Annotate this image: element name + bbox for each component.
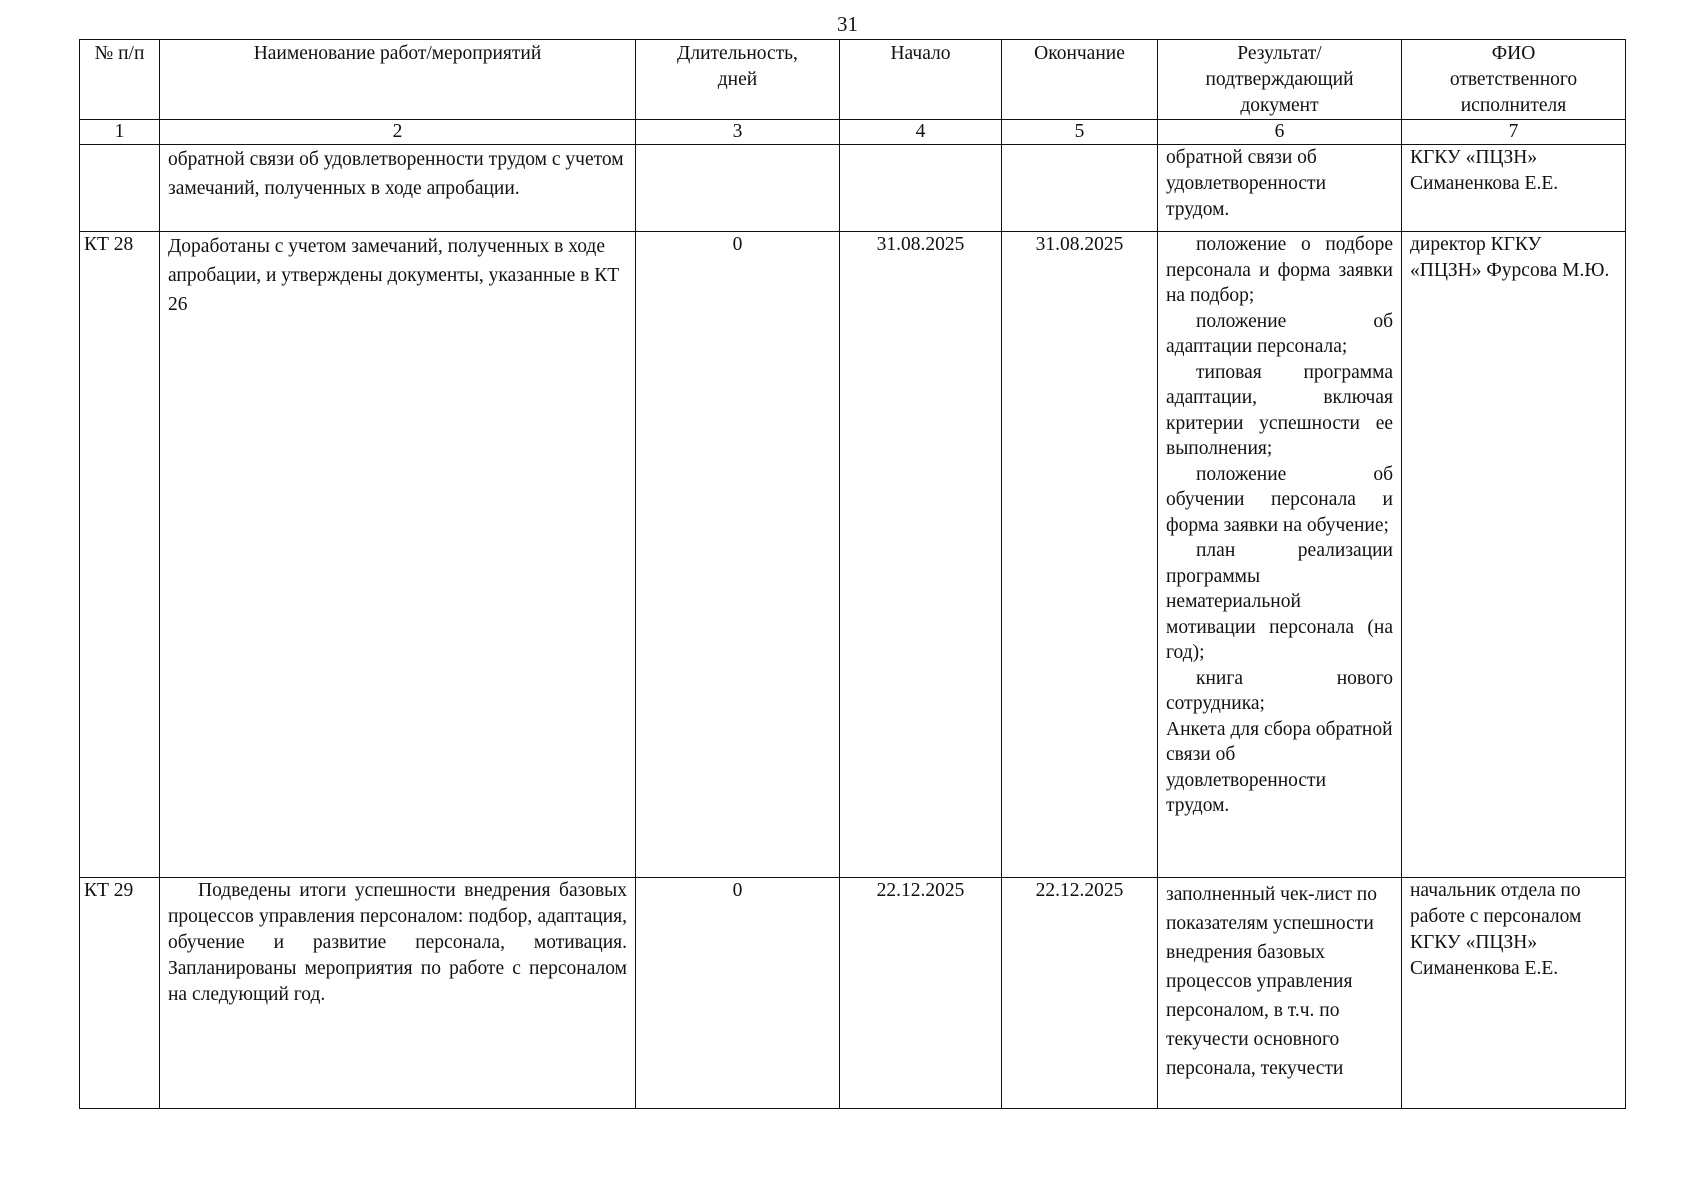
result-item: книга нового сотрудника;: [1166, 667, 1393, 714]
result-item: типовая программа адаптации, включая критерии успешности ее выполнения;: [1166, 361, 1393, 459]
header-result: Результат/ подтверждающий документ: [1158, 40, 1402, 120]
header-num: № п/п: [80, 40, 160, 120]
row-name: Подведены итоги успешности внедрения базовых процессов управления персоналом: подбор, адаптация, обучение и развитие персонала, мотивация. Запланированы мероприятия по работе с персоналом на следующий год.: [160, 878, 636, 1109]
row-responsible: начальник отдела по работе с персоналом КГКУ «ПЦЗН» Симаненкова Е.Е.: [1402, 878, 1626, 1109]
table-row: [80, 232, 1626, 878]
column-numbers-row: [80, 120, 1626, 145]
result-item: Анкета для сбора обратной связи об удовлетворенности трудом.: [1166, 718, 1393, 816]
header-duration: Длительность, дней: [636, 40, 840, 120]
row-start: [840, 145, 1002, 232]
row-responsible: КГКУ «ПЦЗН» Симаненкова Е.Е.: [1402, 145, 1626, 232]
result-item: план реализации программы нематериальной мотивации персонала (на год);: [1166, 540, 1393, 663]
table-row: [80, 145, 1626, 232]
row-result: заполненный чек-лист по показателям успешности внедрения базовых процессов управления персоналом, в т.ч. по текучести основного персонала, текучести: [1158, 878, 1402, 1109]
col-number: 3: [636, 120, 840, 145]
row-result-list: [1158, 232, 1402, 878]
header-end: Окончание: [1002, 40, 1158, 120]
row-end: [1002, 145, 1158, 232]
work-plan-table: [79, 39, 1626, 1109]
row-start: 22.12.2025: [840, 878, 1002, 1109]
row-num: [80, 145, 160, 232]
row-responsible: директор КГКУ «ПЦЗН» Фурсова М.Ю.: [1402, 232, 1626, 878]
col-number: 1: [80, 120, 160, 145]
row-num: КТ 29: [80, 878, 160, 1109]
header-name: Наименование работ/мероприятий: [160, 40, 636, 120]
header-start: Начало: [840, 40, 1002, 120]
result-item: положение об обучении персонала и форма заявки на обучение;: [1166, 463, 1393, 536]
row-end: 22.12.2025: [1002, 878, 1158, 1109]
table-row: [80, 878, 1626, 1109]
header-responsible: ФИО ответственного исполнителя: [1402, 40, 1626, 120]
col-number: 5: [1002, 120, 1158, 145]
header-row: [80, 40, 1626, 120]
row-name: Доработаны с учетом замечаний, полученных в ходе апробации, и утверждены документы, указанные в КТ 26: [160, 232, 636, 878]
result-item: положение об адаптации персонала;: [1166, 310, 1393, 357]
result-item: положение о подборе персонала и форма заявки на подбор;: [1166, 234, 1393, 306]
page-number: 31: [837, 12, 858, 36]
row-end: 31.08.2025: [1002, 232, 1158, 878]
row-num: КТ 28: [80, 232, 160, 878]
row-duration: [636, 145, 840, 232]
col-number: 4: [840, 120, 1002, 145]
col-number: 6: [1158, 120, 1402, 145]
row-duration: 0: [636, 878, 840, 1109]
row-duration: 0: [636, 232, 840, 878]
col-number: 7: [1402, 120, 1626, 145]
col-number: 2: [160, 120, 636, 145]
row-result: обратной связи об удовлетворенности трудом.: [1158, 145, 1402, 232]
row-start: 31.08.2025: [840, 232, 1002, 878]
row-name: обратной связи об удовлетворенности трудом с учетом замечаний, полученных в ходе апробации.: [160, 145, 636, 232]
